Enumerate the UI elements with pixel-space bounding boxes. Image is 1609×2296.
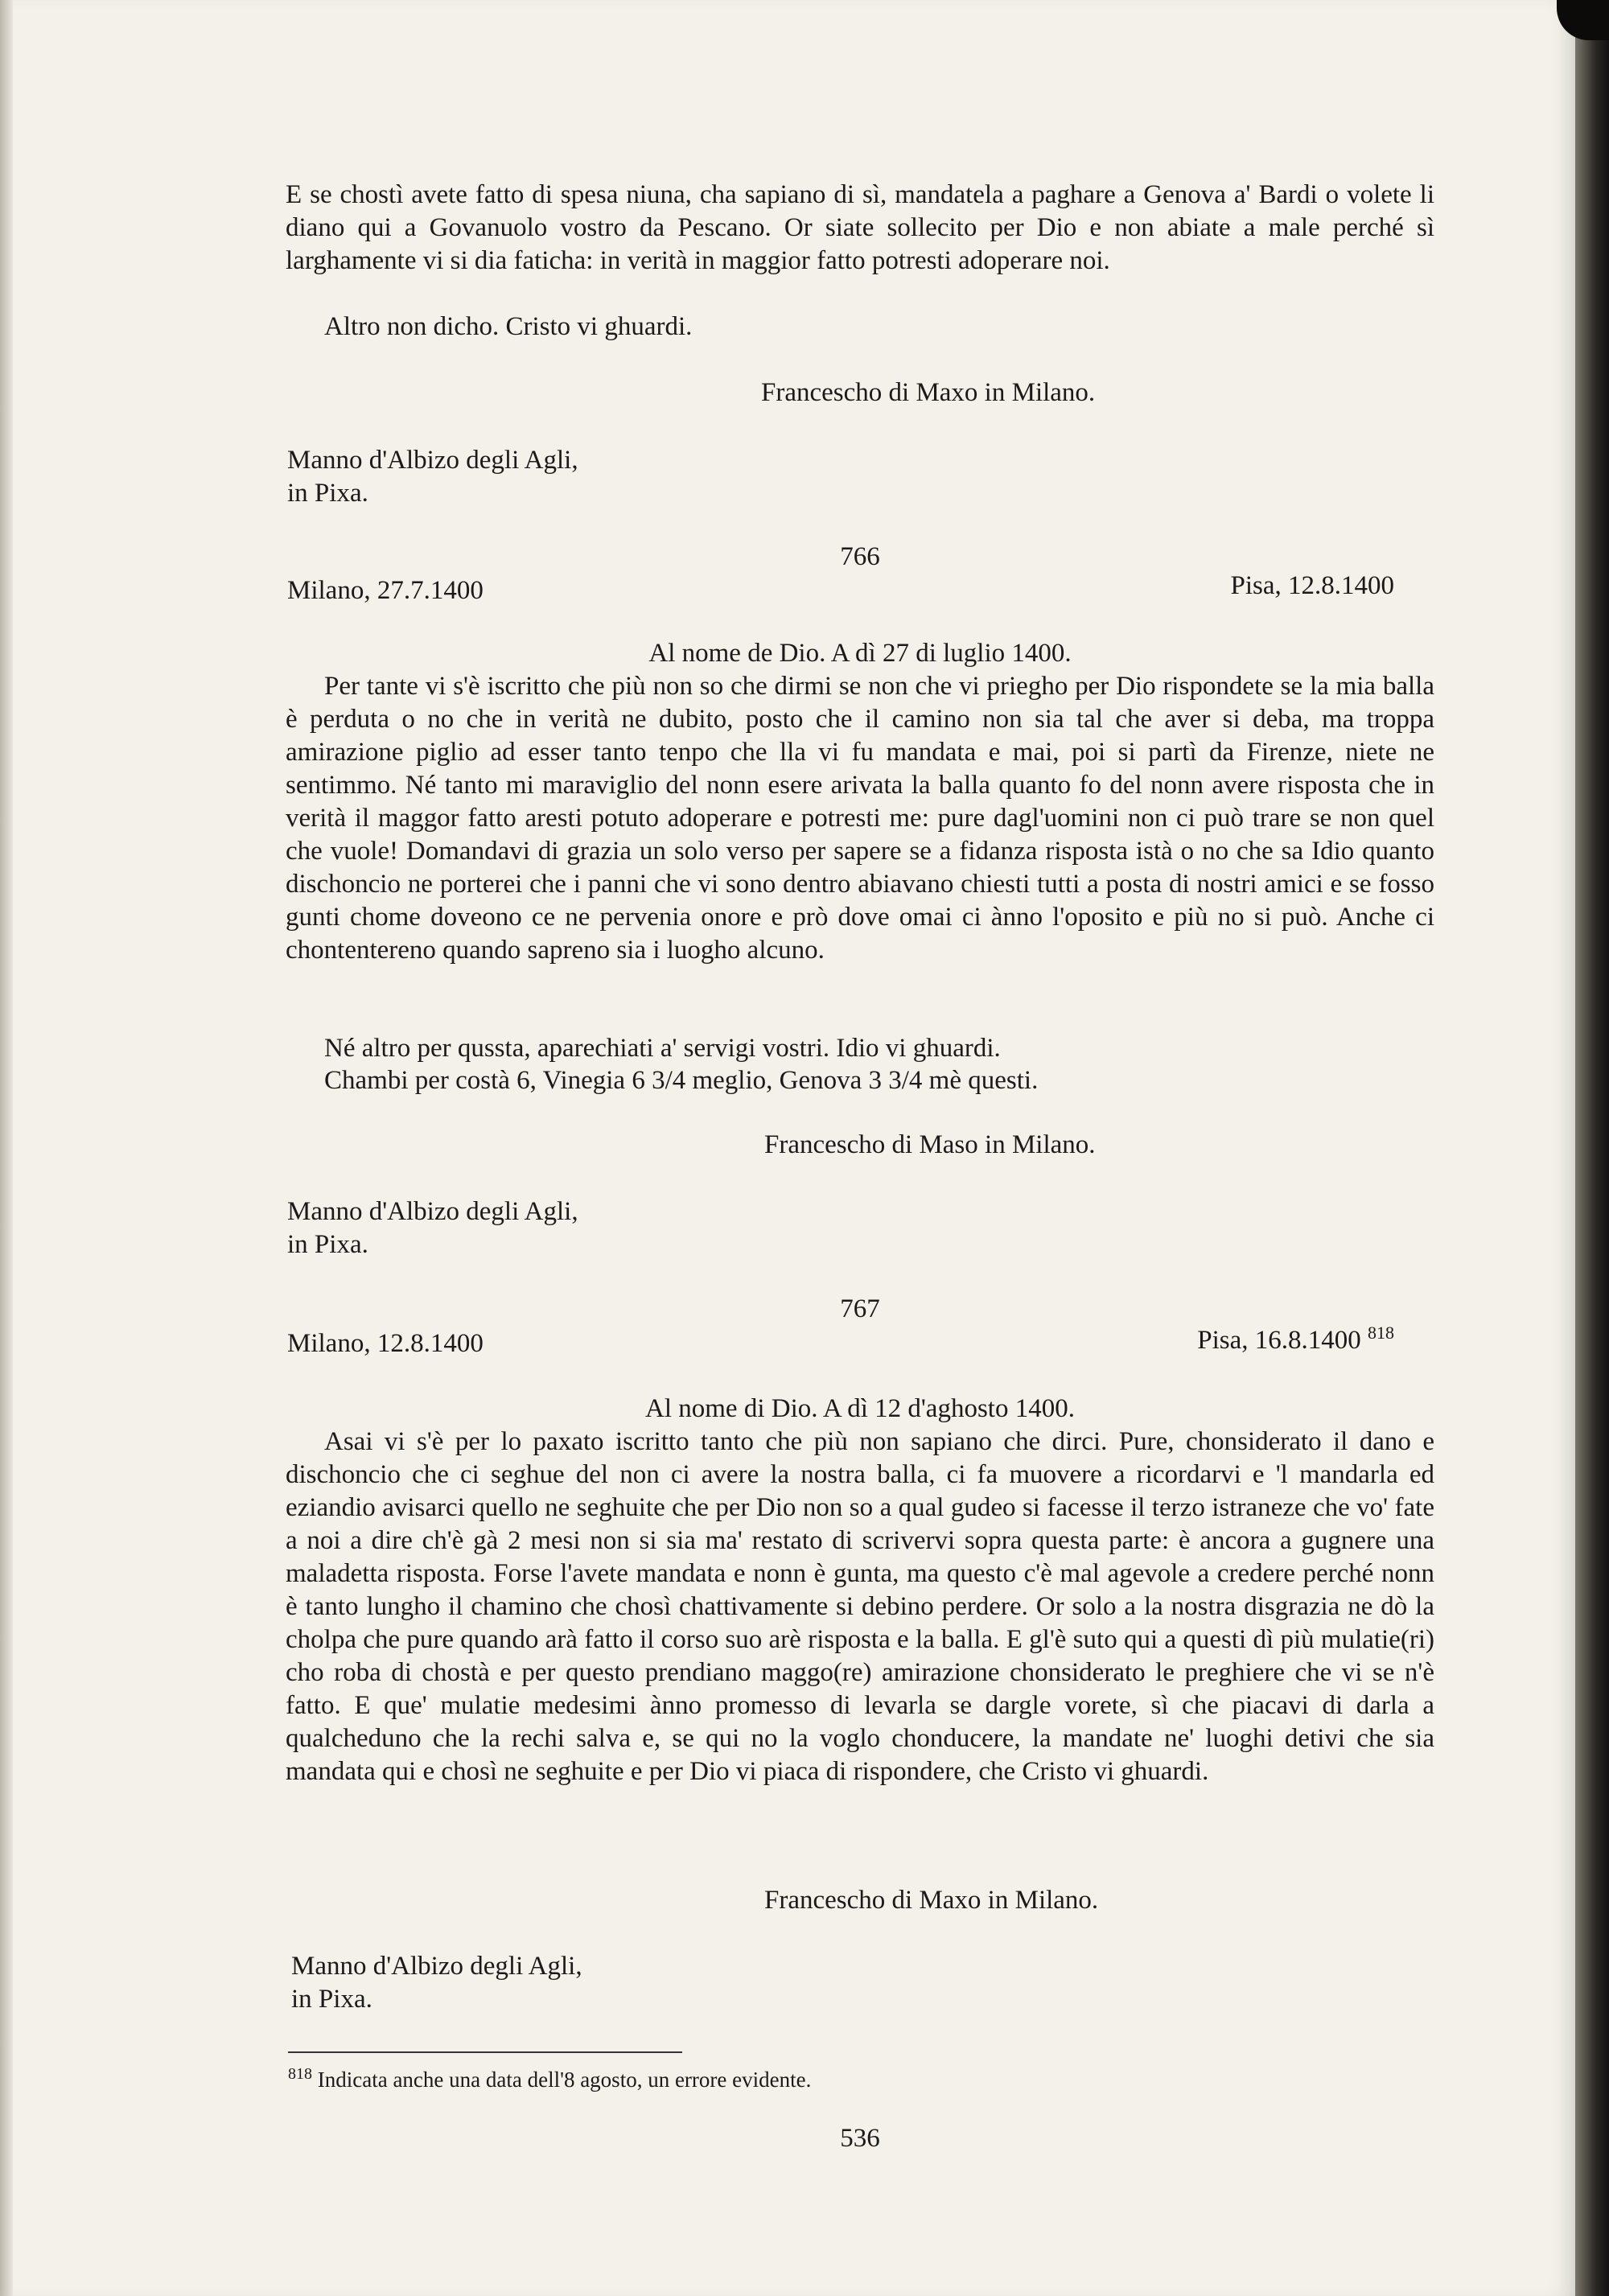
letter-766-to-date: Pisa, 12.8.1400 — [1230, 571, 1394, 600]
letter-767-recipient: Manno d'Albizo degli Agli, — [291, 1952, 582, 1981]
letter-765-recipient: Manno d'Albizo degli Agli, — [287, 446, 578, 475]
letter-765-paragraph: E se chostì avete fatto di spesa niuna, cha sapiano di sì, mandatela a paghare a Genova a' Bardi o volete li diano qui a Govanuolo vostro da Pescano. Or siate sollecito per Dio e non abiate a male perché sì larghamente vi si dia faticha: in verità in maggior fatto potresti adoperare noi. — [286, 180, 1434, 275]
letter-767-number: 767 — [840, 1294, 880, 1323]
letter-767-from-date: Milano, 12.8.1400 — [287, 1329, 484, 1358]
letter-767-paragraph: Asai vi s'è per lo paxato iscritto tanto che più non sapiano che dirci. Pure, chonsiderato il dano e dischoncio che ci seghue del non ci avere la nostra balla, ci fa muovere a ricordarvi e 'l mandarla ed eziandio avisarci quello ne seghuite che per Dio non so a qual gudeo si facesse il terzo istraneze che vo' fate a noi a dire ch'è gà 2 mesi non si sia ma' restato di scrivervi sopra questa parte: è ancora a gugnere una maladetta risposta. Forse l'avete mandata e nonn è gunta, ma questo c'è mal agevole a credere perché nonn è tanto lungho il chamino che chosì chattivamente si debino perdere. Or solo a la nostra disgrazia ne dò la cholpa che pure quando arà fatto il corso suo arè risposta e la balla. E gl'è suto qui a questi dì più mulatie(ri) cho roba di chostà e per questo prendiano maggo(re) amirazione chonsiderato le preghiere che vi se n'è fatto. E que' mulatie medesimi ànno promesso di levarla se dargle vorete, sì che piacavi di darla a qualcheduno che la rechi salva e, se qui no la voglo chonducere, la mandate ne' luoghi detivi che sia mandata qui e chosì ne seghuite e per Dio vi piaca di rispondere, che Cristo vi ghuardi. — [286, 1427, 1434, 1786]
footnote-reference: 818 — [1368, 1323, 1394, 1343]
letter-766-paragraph: Per tante vi s'è iscritto che più non so che dirmi se non che vi priegho per Dio rispondete se la mia balla è perduta o no che in verità ne dubito, posto che il camino non sia tal che aver si deba, ma troppa amirazione piglio ad esser tanto tenpo che lla vi fu mandata e mai, poi si partì da Firenze, niete ne sentimmo. Né tanto mi maraviglio del nonn esere arivata la balla quanto fo del nonn avere risposta che in verità il maggor fatto aresti potuto adoperare e potresti me: pure dagl'uomini non ci può trare se non quel che vuole! Domandavi di grazia un solo verso per sapere se a fidanza risposta istà o no che sa Idio quanto dischoncio ne porterei che i panni che vi sono dentro abiavano chiesti tutti a posta di nostri amici e se fosso gunti chome doveono ce ne pervenia onore e prò dove omai ci ànno l'oposito e più no si può. Anche ci chontentereno quando sapreno sia i luogho alcuno. — [286, 672, 1434, 965]
page-number: 536 — [840, 2124, 880, 2153]
footnote — [288, 2066, 811, 2093]
letter-766-invocation: Al nome de Dio. A dì 27 di luglio 1400. — [648, 639, 1072, 668]
letter-767-invocation: Al nome di Dio. A dì 12 d'aghosto 1400. — [645, 1394, 1075, 1423]
letter-767-signature: Francescho di Maxo in Milano. — [764, 1886, 1099, 1915]
letter-766-number: 766 — [840, 542, 880, 571]
letter-766-recipient-place: in Pixa. — [287, 1230, 368, 1259]
letter-765-signature: Francescho di Maxo in Milano. — [761, 378, 1096, 407]
letter-765-closing: Altro non dicho. Cristo vi ghuardi. — [324, 312, 693, 341]
footnote-number: 818 — [288, 2065, 312, 2083]
letter-767-to-date: Pisa, 16.8.1400 — [1197, 1326, 1361, 1355]
letter-766-exchange: Chambi per costà 6, Vinegia 6 3/4 meglio, Genova 3 3/4 mè questi. — [324, 1066, 1039, 1095]
letter-766-from-date: Milano, 27.7.1400 — [287, 576, 484, 605]
page-left-edge — [0, 0, 13, 2296]
letter-766-recipient: Manno d'Albizo degli Agli, — [287, 1197, 578, 1226]
footnote-text: Indicata anche una data dell'8 agosto, un errore evidente. — [317, 2068, 812, 2092]
letter-767-to-date-line — [1197, 1324, 1394, 1357]
letter-765-recipient-place: in Pixa. — [287, 479, 368, 508]
book-spine-edge — [1575, 0, 1609, 2296]
letter-767-recipient-place: in Pixa. — [291, 1985, 372, 2014]
footnote-divider — [288, 2051, 682, 2053]
letter-766-closing: Né altro per qussta, aparechiati a' servigi vostri. Idio vi ghuardi. — [324, 1034, 1001, 1063]
letter-766-signature: Francescho di Maso in Milano. — [764, 1130, 1096, 1159]
